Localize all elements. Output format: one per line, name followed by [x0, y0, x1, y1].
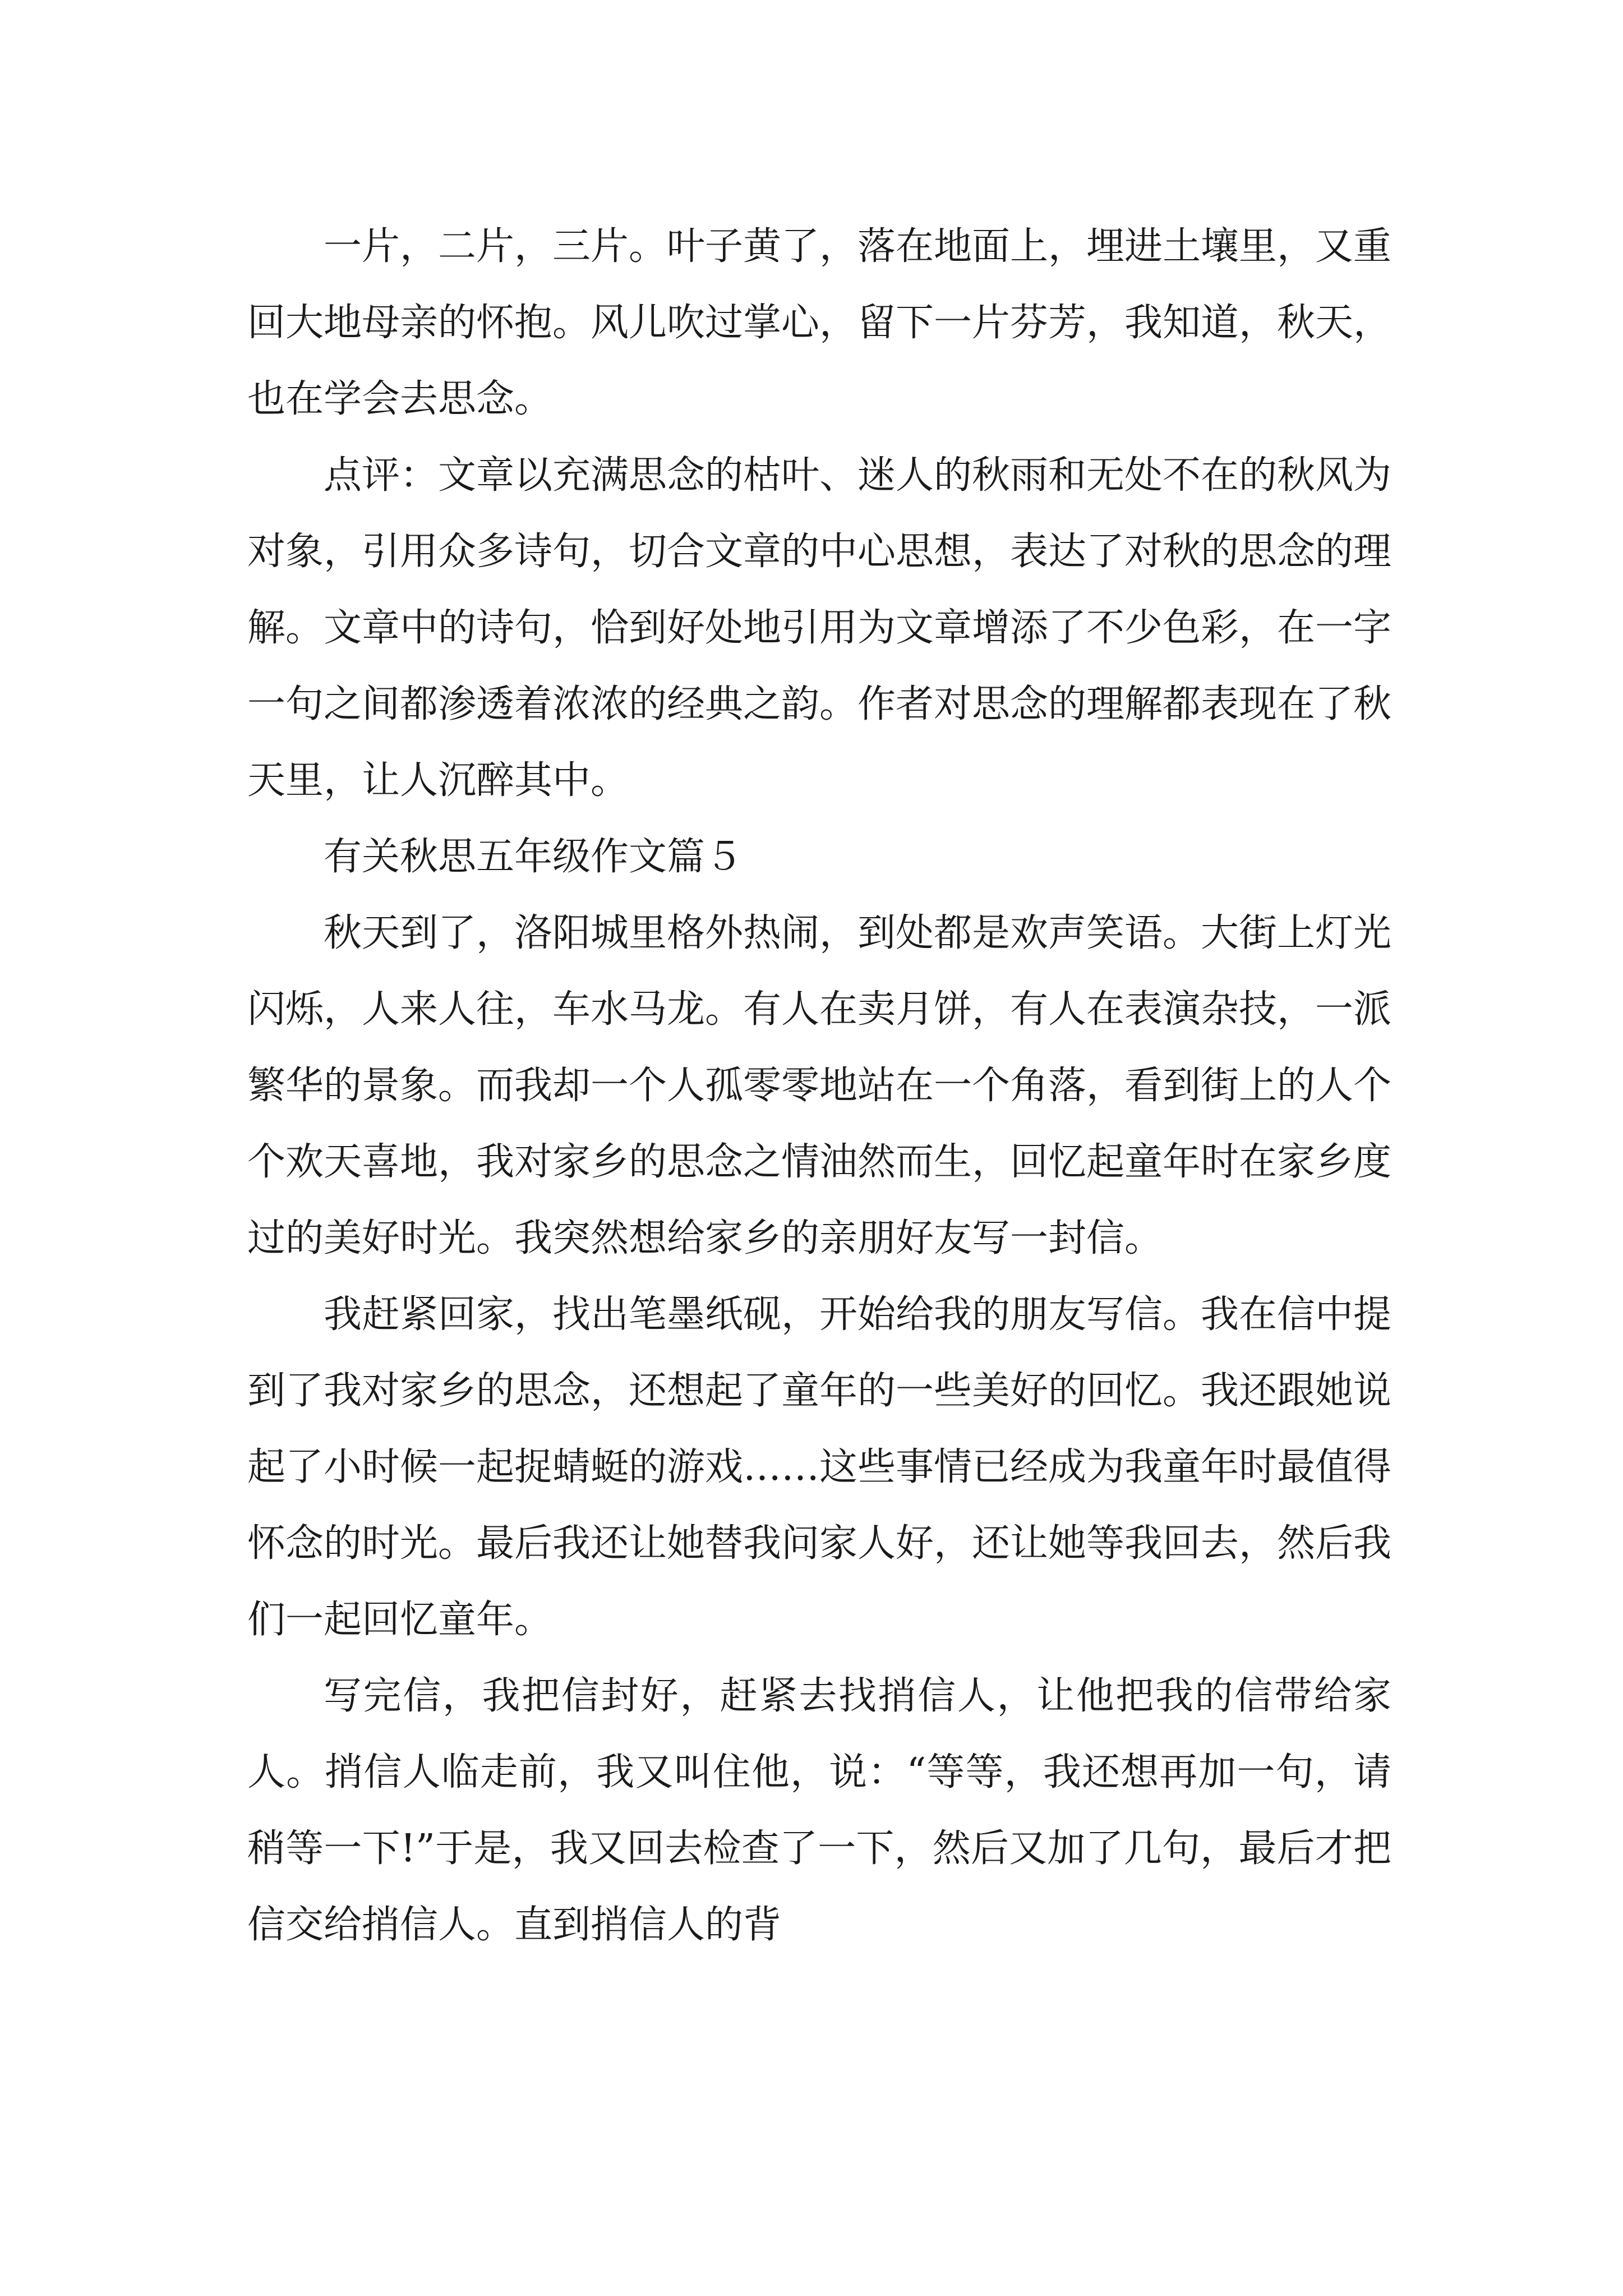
document-body: [247, 209, 1391, 1963]
section-heading: 有关秋思五年级作文篇５: [324, 835, 744, 879]
paragraph: 秋天到了，洛阳城里格外热闹，到处都是欢声笑语。大街上灯光闪烁，人来人往，车水马龙。有人在卖月饼，有人在表演杂技，一派繁华的景象。而我却一个人孤零零地站在一个角落，看到街上的人个个欢天喜地，我对家乡的思念之情油然而生，回忆起童年时在家乡度过的美好时光。我突然想给家乡的亲朋好友写一封信。: [247, 911, 1392, 1260]
paragraph: 写完信，我把信封好，赶紧去找捎信人，让他把我的信带给家人。捎信人临走前，我又叫住他，说：“等等，我还想再加一句，请稍等一下!”于是，我又回去检查了一下，然后又加了几句，最后才把信交给捎信人。直到捎信人的背: [247, 1674, 1391, 1947]
paragraph: 我赶紧回家，找出笔墨纸砚，开始给我的朋友写信。我在信中提到了我对家乡的思念，还想起了童年的一些美好的回忆。我还跟她说起了小时候一起捉蜻蜓的游戏……这些事情已经成为我童年时最值得怀念的时光。最后我还让她替我问家人好，还让她等我回去，然后我们一起回忆童年。: [247, 1292, 1392, 1642]
paragraph-comment: 点评：文章以充满思念的枯叶、迷人的秋雨和无处不在的秋风为对象，引用众多诗句，切合文章的中心思想，表达了对秋的思念的理解。文章中的诗句，恰到好处地引用为文章增添了不少色彩，在一字一句之间都渗透着浓浓的经典之韵。作者对思念的理解都表现在了秋天里，让人沉醉其中。: [247, 453, 1392, 803]
paragraph: 一片，二片，三片。叶子黄了，落在地面上，埋进土壤里，又重回大地母亲的怀抱。风儿吹过掌心，留下一片芬芳，我知道，秋天，也在学会去思念。: [247, 224, 1392, 421]
